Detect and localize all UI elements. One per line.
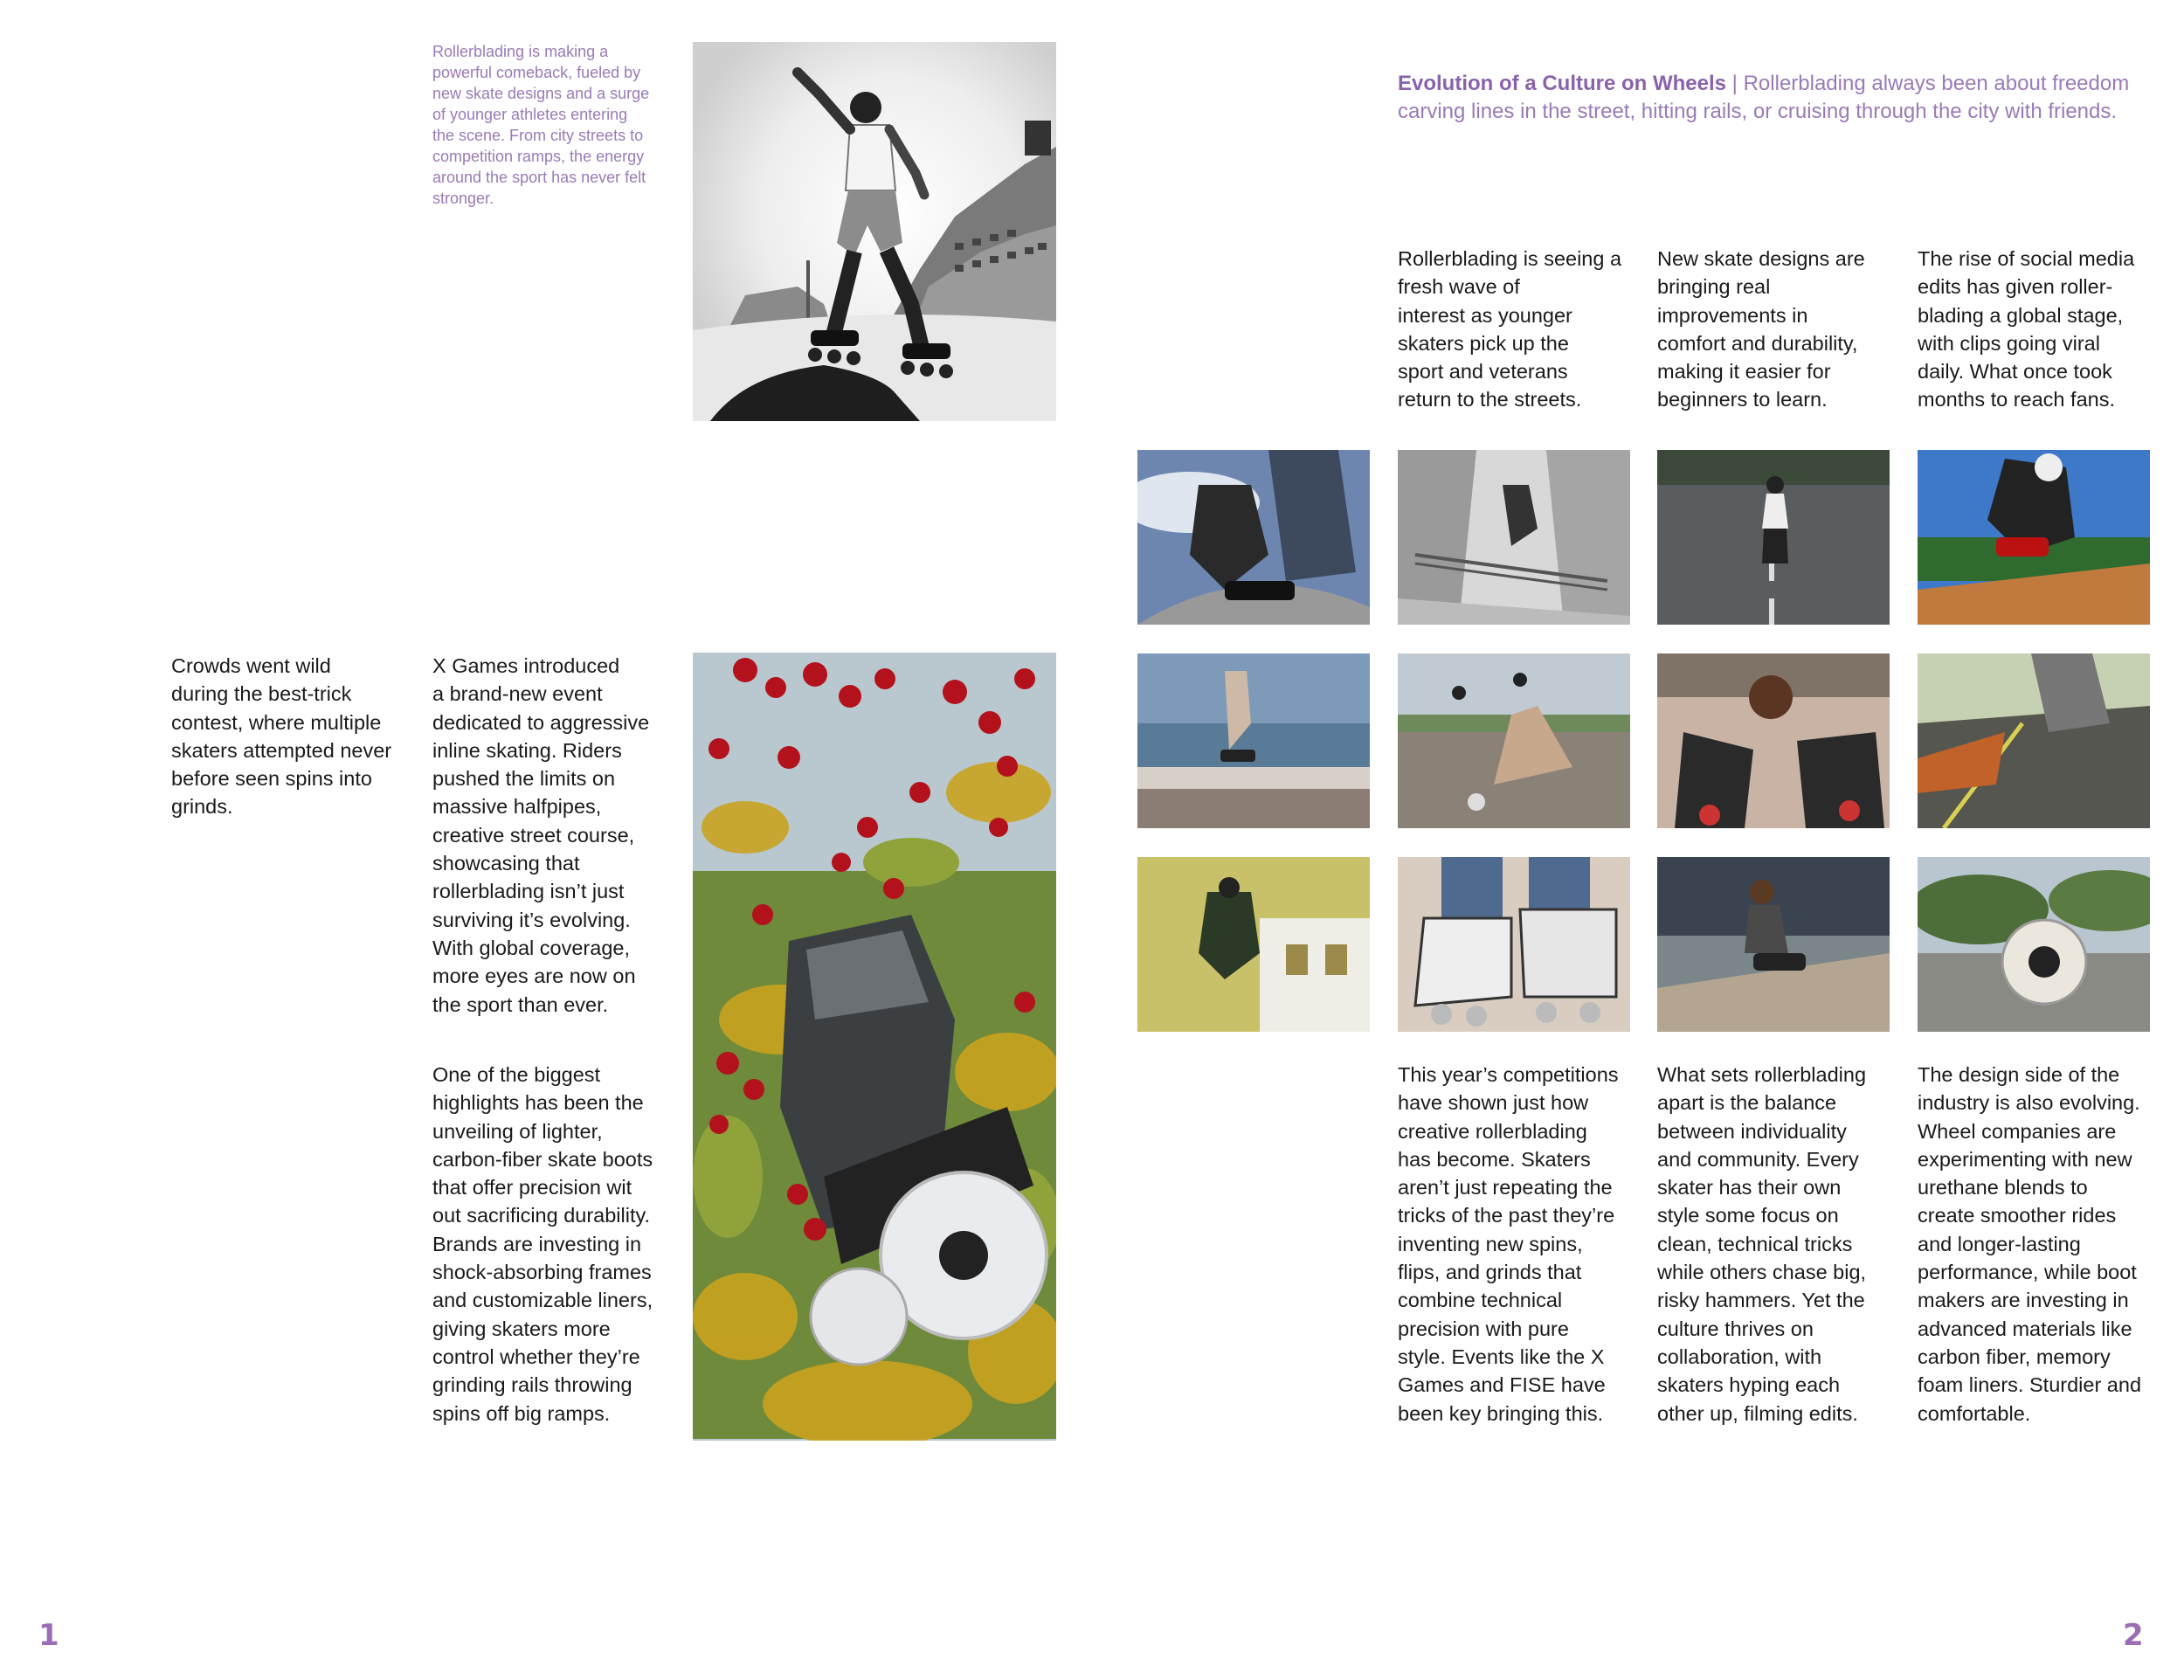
grid-photo-3-3: [1657, 857, 1890, 1032]
grid-photo-2-4: [1918, 653, 2150, 828]
grid-photo-1-1: [1137, 450, 1370, 625]
grid-photo-3-2: [1398, 857, 1630, 1032]
grid-photo-1-3: [1657, 450, 1890, 625]
grid-photo-2-1: [1137, 653, 1370, 828]
hero-skater-photo: [693, 42, 1056, 421]
text-col-top-2: New skate designs are bringing real improvements in comfort and durability, making it easier for beginners to learn.: [1657, 247, 1865, 411]
text-col-xgames: X Games introduced a brand-new event dedicated to aggressive inline skating. Riders pushed the limits on massive halfpipes, creative street course, showcasing that rollerblading isn’t just surviving it’s evolving. With global coverage, more eyes are now on the sport than ever.: [432, 654, 650, 1016]
text-col-bottom-2: What sets rollerblading apart is the balance between individuality and community. Every skater has their own style some focus on clean, technical tricks while others chase big, risky hammers. Yet the culture thrives on collaboration, with skaters hyping each other up, filming edits.: [1657, 1063, 1867, 1425]
headline-separator: |: [1726, 72, 1744, 95]
text-col-crowds: Crowds went wild during the best-trick contest, where multiple skaters attempted never before seen spins into grinds.: [171, 654, 392, 819]
grid-photo-1-4: [1918, 450, 2150, 625]
grid-photo-2-3: [1657, 653, 1890, 828]
page-number-left: 1: [38, 1618, 59, 1653]
text-col-bottom-3: The design side of the industry is also evolving. Wheel companies are experimenting with new urethane blends to create smoother rides and longer-lasting performance, while boot makers are investing in advanced materials like carbon fiber, memory foam liners. Sturdier and comfortable.: [1918, 1063, 2142, 1425]
grid-photo-3-1: [1137, 857, 1370, 1032]
grid-photo-3-4: [1918, 857, 2150, 1032]
headline-subtitle: Rollerblading always been about freedom carving lines in the street, hitting rails, or cruising through the city with friends.: [1398, 72, 2130, 123]
intro-caption: Rollerblading is making a powerful comeback, fueled by new skate designs and a surge of younger athletes entering the scene. From city streets to competition ramps, the energy around the sport has never felt stronger.: [432, 43, 650, 207]
text-col-bottom-1: This year’s competitions have shown just how creative rollerblading has become. Skaters aren’t just repeating the tricks of the past they’re inventing new spins, flips, and grinds that combine technical precision with pure style. Events like the X Games and FISE have been key bringing this.: [1398, 1063, 1619, 1425]
text-col-top-3: The rise of social media edits has given roller- blading a global stage, with clips going viral daily. What once took months to reach fans.: [1918, 247, 2135, 411]
text-col-highlights: One of the biggest highlights has been the unveiling of lighter, carbon-fiber skate boots that offer precision wit out sacrificing durability. Brands are investing in shock-absorbing frames and customizable liners, giving skaters more control whether they’re grinding rails throwing spins off big ramps.: [432, 1063, 653, 1425]
page-number-right: 2: [2123, 1618, 2143, 1653]
text-col-top-1: Rollerblading is seeing a fresh wave of interest as younger skaters pick up the sport and veterans return to the streets.: [1398, 247, 1622, 411]
skate-berries-photo: [693, 653, 1056, 1441]
headline-title: Evolution of a Culture on Wheels: [1398, 72, 1727, 95]
article-headline: [1398, 42, 2149, 126]
grid-photo-1-2: [1398, 450, 1630, 625]
grid-photo-2-2: [1398, 653, 1630, 828]
